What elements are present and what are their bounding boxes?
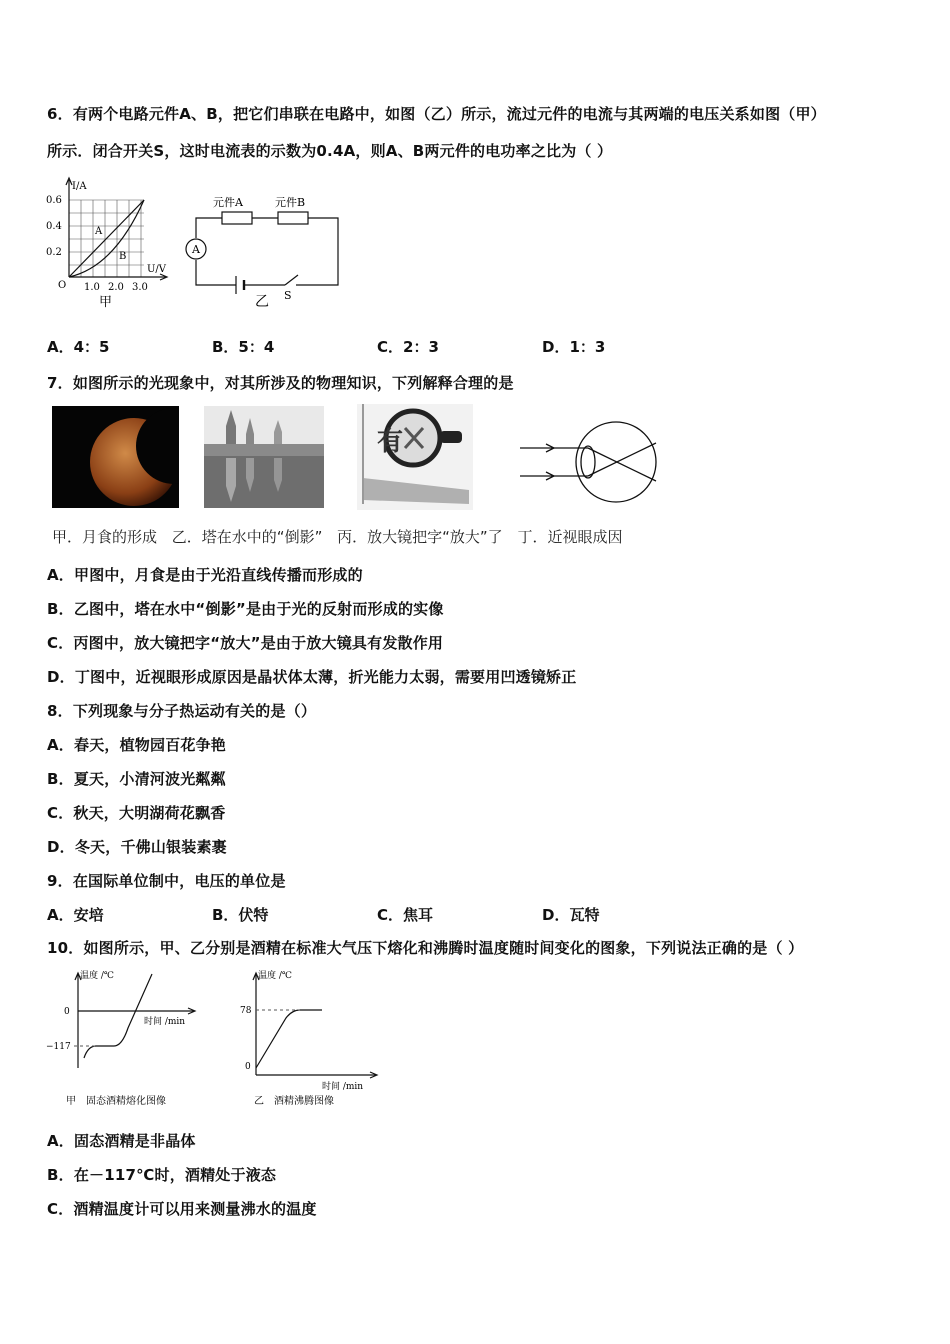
ammeter-label: A [192,243,200,256]
shoreline-trees [204,444,324,456]
q6-origin: O [58,280,67,291]
q7-option-b[interactable]: B．乙图中，塔在水中“倒影”是由于光的反射而形成的实像 [47,600,444,618]
lunar-eclipse-image [52,406,179,508]
circuit-caption: 乙 [255,294,269,310]
melt-caption: 甲 固态酒精熔化图像 [66,1096,166,1107]
q6-ytick: 0.6 [46,195,62,206]
q8-option-c[interactable]: C．秋天，大明湖荷花飘香 [47,804,226,822]
q8-option-a[interactable]: A．春天，植物园百花争艳 [47,736,227,754]
melting-graph [44,968,204,1112]
q6-xtick: 2.0 [108,282,124,293]
myopia-eye-diagram [518,415,660,509]
q6-line-a [69,200,144,277]
q6-iv-graph [44,172,174,312]
element-a-resistor [222,212,252,224]
q6-xtick: 1.0 [84,282,100,293]
tower-reflection-image [204,406,324,508]
melt-x-label: 时间 /min [144,1017,186,1027]
boiling-graph [236,968,396,1112]
magnifier-image [357,404,473,510]
q7-option-a[interactable]: A．甲图中，月食是由于光沿直线传播而形成的 [47,566,363,584]
boil-tick-zero: 0 [245,1062,251,1072]
melt-y-label: 温度 /℃ [80,971,114,981]
element-a-label: 元件A [213,196,243,209]
q7-option-c[interactable]: C．丙图中，放大镜把字“放大”是由于放大镜具有发散作用 [47,634,444,652]
element-b-label: 元件B [275,196,306,209]
q6-ytick: 0.4 [46,221,62,232]
q9-option-b[interactable]: B．伏特 [212,906,269,924]
q6-option-d[interactable]: D．1：3 [542,338,606,356]
magnified-char: 有 [377,427,404,457]
q9-option-d[interactable]: D．瓦特 [542,906,600,924]
q6-curve-a-label: A [95,226,103,237]
boil-curve [256,1010,322,1068]
boil-tick-value: 78 [240,1006,252,1016]
q9-stem: 9．在国际单位制中，电压的单位是 [47,872,286,890]
q10-option-c[interactable]: C．酒精温度计可以用来测量沸水的温度 [47,1200,317,1218]
water-surface [204,456,324,508]
q6-option-a[interactable]: A．4：5 [47,338,110,356]
q6-option-c[interactable]: C．2：3 [377,338,439,356]
element-b-resistor [278,212,308,224]
q7-captions [52,526,632,547]
q9-option-a[interactable]: A．安培 [47,906,104,924]
q6-stem-line2: 所示．闭合开关S，这时电流表的示数为0.4A，则A、B两元件的电功率之比为（ ） [47,142,613,160]
melt-curve [84,974,152,1058]
q9-option-c[interactable]: C．焦耳 [377,906,434,924]
q6-option-b[interactable]: B．5：4 [212,338,275,356]
q8-stem: 8．下列现象与分子热运动有关的是（） [47,702,317,720]
melt-tick-value: −117 [46,1042,71,1052]
switch-label: S [284,289,292,302]
switch-blade [285,275,298,285]
caption-ding: 丁．近视眼成因 [517,528,623,546]
q6-xtick: 3.0 [132,282,148,293]
magnifier-handle [440,431,462,443]
q6-ytick: 0.2 [46,247,62,258]
q10-stem: 10．如图所示，甲、乙分别是酒精在标准大气压下熔化和沸腾时温度随时间变化的图象，下列说法正确的是（ ） [47,939,804,957]
melt-tick-zero: 0 [64,1007,70,1017]
q8-option-b[interactable]: B．夏天，小清河波光粼粼 [47,770,226,788]
boil-y-label: 温度 /℃ [258,971,292,981]
q6-graph-caption: 甲 [99,295,113,310]
q6-stem-line1: 6．有两个电路元件A、B，把它们串联在电路中，如图（乙）所示，流过元件的电流与其两端的电压关系如图（甲） [47,105,826,123]
q8-option-d[interactable]: D．冬天，千佛山银装素裹 [47,838,227,856]
q10-option-a[interactable]: A．固态酒精是非晶体 [47,1132,196,1150]
q7-stem: 7．如图所示的光现象中，对其所涉及的物理知识，下列解释合理的是 [47,374,514,392]
q6-x-label: U/V [147,264,167,275]
caption-yi: 乙．塔在水中的“倒影” [171,528,323,546]
q6-y-label: I/A [72,181,87,192]
q6-curve-b-label: B [119,251,127,262]
q6-circuit-diagram [178,188,348,312]
q10-option-b[interactable]: B．在－117℃时，酒精处于液态 [47,1166,277,1184]
boil-caption: 乙 酒精沸腾图像 [254,1096,334,1107]
boil-x-label: 时间 /min [322,1082,364,1092]
caption-jia: 甲．月食的形成 [52,528,158,546]
q7-option-d[interactable]: D．丁图中，近视眼形成原因是晶状体太薄，折光能力太弱，需要用凹透镜矫正 [47,668,577,686]
caption-bing: 丙．放大镜把字“放大”了 [337,528,503,546]
